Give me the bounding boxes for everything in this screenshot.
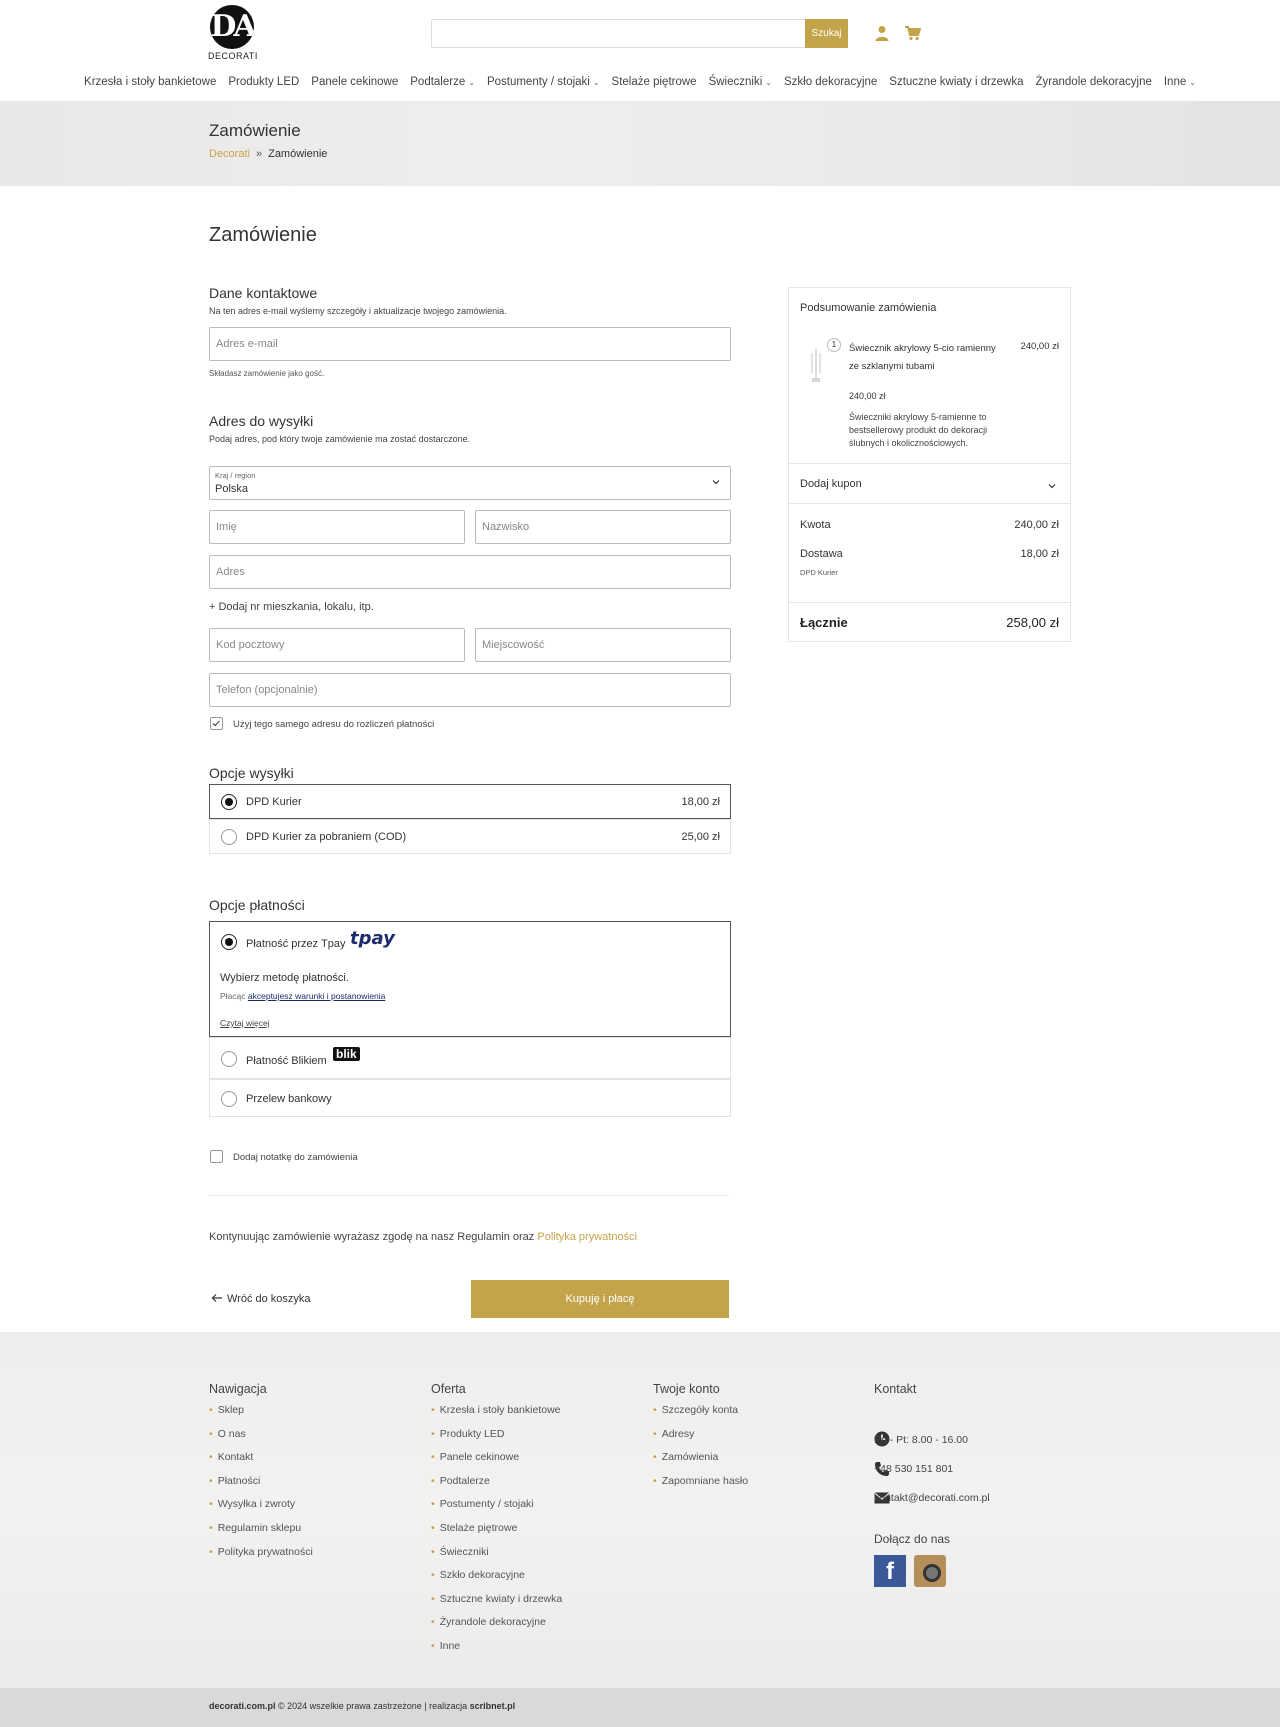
chevron-down-icon: ⌄ xyxy=(765,78,772,87)
contact-section-title: Dane kontaktowe xyxy=(209,285,318,301)
breadcrumb-current: Zamówienie xyxy=(268,148,328,160)
total-value: 258,00 zł xyxy=(1006,615,1059,630)
footer-offer-link[interactable]: • Panele cekinowe xyxy=(431,1451,562,1475)
footer-offer-link[interactable]: • Szkło dekoracyjne xyxy=(431,1569,562,1593)
cart-icon[interactable] xyxy=(905,25,921,41)
site-logo[interactable] xyxy=(208,5,256,63)
divider xyxy=(209,1195,729,1196)
blik-logo: blik xyxy=(333,1047,360,1061)
nav-item-label: Stelaże piętrowe xyxy=(611,76,697,88)
contact-email-link[interactable]: kontakt@decorati.com.pl xyxy=(874,1492,990,1504)
footer-account-link[interactable]: • Zapomniane hasło xyxy=(653,1475,748,1499)
footer-contact-column xyxy=(874,1382,916,1404)
copyright-site-link[interactable]: decorati.com.pl xyxy=(209,1701,276,1711)
same-billing-checkbox[interactable] xyxy=(210,717,223,730)
tpay-logo: tpay xyxy=(350,928,395,949)
first-name-placeholder: Imię xyxy=(216,521,237,533)
product-unit-price: 240,00 zł xyxy=(849,391,886,401)
contact-hours: Pn - Pt: 8.00 - 16.00 xyxy=(874,1434,968,1446)
country-label: Kraj / region xyxy=(215,471,256,480)
summary-divider xyxy=(789,602,1070,603)
payment-option-label: Płatność przez Tpay xyxy=(246,938,346,950)
footer-offer-link[interactable]: • Krzesła i stoły bankietowe xyxy=(431,1404,562,1428)
facebook-icon[interactable]: f xyxy=(874,1555,906,1587)
breadcrumb-separator: » xyxy=(255,148,263,160)
footer-nav-link[interactable]: • Płatności xyxy=(209,1475,313,1499)
shipping-address-title: Adres do wysyłki xyxy=(209,413,314,429)
main-nav xyxy=(0,76,1280,88)
last-name-placeholder: Nazwisko xyxy=(482,521,530,533)
add-coupon-toggle[interactable]: Dodaj kupon xyxy=(800,478,862,490)
copyright-agency-link[interactable]: scribnet.pl xyxy=(469,1701,516,1711)
back-to-cart-link[interactable] xyxy=(211,1293,311,1305)
nav-item[interactable] xyxy=(487,76,600,88)
chevron-down-icon: ⌄ xyxy=(592,78,600,87)
payment-option-tpay[interactable] xyxy=(209,921,731,1037)
footer-offer-link[interactable]: • Produkty LED xyxy=(431,1428,562,1452)
footer-offer-column xyxy=(431,1382,562,1664)
consent-text xyxy=(209,1231,637,1243)
logo-text: DECORATI xyxy=(208,51,258,61)
postal-code-placeholder: Kod pocztowy xyxy=(216,639,285,651)
footer-account-title: Twoje konto xyxy=(653,1382,720,1396)
page-banner xyxy=(0,101,1280,186)
shipping-options-title: Opcje wysyłki xyxy=(209,765,294,781)
subtotal-label: Kwota xyxy=(800,519,831,531)
tpay-read-more-link[interactable]: Czytaj więcej xyxy=(220,1018,270,1028)
footer-account-link[interactable]: • Adresy xyxy=(653,1428,748,1452)
nav-item[interactable] xyxy=(889,76,1023,88)
nav-item[interactable] xyxy=(709,76,772,88)
shipping-option-label: DPD Kurier xyxy=(246,796,302,808)
breadcrumb-home-link[interactable]: Decorati xyxy=(209,148,250,160)
payment-option-radio[interactable] xyxy=(221,1091,237,1107)
contact-phone-link[interactable]: +48 530 151 801 xyxy=(874,1463,954,1475)
same-billing-label: Użyj tego samego adresu do rozliczeń płatności xyxy=(233,719,435,730)
footer-nav-title: Nawigacja xyxy=(209,1382,267,1396)
last-name-field[interactable] xyxy=(475,510,731,544)
page-title: Zamówienie xyxy=(209,224,317,246)
footer-offer-link[interactable]: • Stelaże piętrowe xyxy=(431,1522,562,1546)
footer-offer-title: Oferta xyxy=(431,1382,466,1396)
tpay-terms-link[interactable]: akceptujesz warunki i postanowienia xyxy=(247,991,386,1001)
country-value: Polska xyxy=(215,483,249,495)
consent-body: Kontynuując zamówienie wyrażasz zgodę na nasz Regulamin oraz xyxy=(209,1231,535,1243)
shipping-method: DPD Kurier xyxy=(800,568,838,577)
nav-item-label: Świeczniki xyxy=(708,76,763,88)
nav-item[interactable] xyxy=(84,76,216,88)
city-placeholder: Miejscowość xyxy=(482,639,545,651)
copyright-bar xyxy=(0,1688,1280,1727)
nav-item[interactable] xyxy=(784,76,877,88)
nav-item-label: Inne xyxy=(1163,76,1187,88)
payment-option-blik[interactable] xyxy=(209,1037,731,1079)
footer-account-column xyxy=(653,1382,748,1498)
buy-and-pay-button[interactable]: Kupuję i płacę xyxy=(471,1280,729,1318)
checkmark-icon xyxy=(211,718,222,729)
copyright-text xyxy=(209,1701,515,1711)
address-field[interactable] xyxy=(209,555,731,589)
shipping-option-dpd[interactable] xyxy=(209,784,731,819)
nav-item-label: Postumenty / stojaki xyxy=(486,76,590,88)
footer-offer-link[interactable]: • Świeczniki xyxy=(431,1546,562,1570)
total-label: Łącznie xyxy=(800,615,848,630)
search-bar xyxy=(431,19,848,48)
logo-mark: DA xyxy=(210,5,254,49)
payment-option-radio[interactable] xyxy=(221,934,237,950)
footer-nav-link[interactable]: • Kontakt xyxy=(209,1451,313,1475)
arrow-left-icon xyxy=(211,1293,223,1303)
phone-field[interactable] xyxy=(209,673,731,707)
product-thumbnail xyxy=(809,345,823,383)
footer-nav-link[interactable]: • Sklep xyxy=(209,1404,313,1428)
product-price: 240,00 zł xyxy=(1020,341,1059,352)
shipping-option-price: 18,00 zł xyxy=(681,796,720,808)
footer-offer-link[interactable]: • Podtalerze xyxy=(431,1475,562,1499)
chevron-down-icon: ⌄ xyxy=(468,78,475,87)
email-field[interactable] xyxy=(209,327,731,361)
shipping-option-label: DPD Kurier za pobraniem (COD) xyxy=(246,831,407,843)
phone-placeholder: Telefon (opcjonalnie) xyxy=(216,684,318,696)
product-description: Świeczniki akrylowy 5-ramienne to bestsellerowy produkt do dekoracji ślubnych i okolicznościowych. xyxy=(849,412,988,448)
postal-code-field[interactable] xyxy=(209,628,465,662)
shipping-option-radio[interactable] xyxy=(221,794,237,810)
footer-offer-link[interactable]: • Inne xyxy=(431,1640,562,1664)
footer-offer-link[interactable]: • Żyrandole dekoracyjne xyxy=(431,1616,562,1640)
subtotal-value: 240,00 zł xyxy=(1014,519,1059,531)
add-apartment-link[interactable]: + Dodaj nr mieszkania, lokalu, itp. xyxy=(209,601,374,613)
nav-item[interactable] xyxy=(410,76,475,88)
shipping-address-desc: Podaj adres, pod który twoje zamówienie ma zostać dostarczone. xyxy=(209,434,471,444)
order-note-checkbox[interactable] xyxy=(210,1150,223,1163)
chevron-down-icon xyxy=(712,478,720,486)
back-to-cart-label: Wróć do koszyka xyxy=(227,1293,311,1305)
site-header xyxy=(0,0,1280,100)
footer-nav-link[interactable]: • Polityka prywatności xyxy=(209,1546,313,1570)
tpay-choose-text: Wybierz metodę płatności. xyxy=(220,972,349,984)
search-input[interactable] xyxy=(432,20,806,47)
nav-item[interactable] xyxy=(311,76,398,88)
chevron-down-icon: ⌄ xyxy=(1189,78,1196,87)
shipping-option-dpd-cod[interactable] xyxy=(209,819,731,854)
breadcrumb xyxy=(209,148,327,160)
nav-item-label: Sztuczne kwiaty i drzewka xyxy=(889,76,1024,88)
nav-item-label: Krzesła i stoły bankietowe xyxy=(84,76,217,88)
payment-option-label: Płatność Blikiem xyxy=(246,1055,327,1067)
instagram-icon[interactable] xyxy=(914,1555,946,1587)
nav-item-label: Żyrandole dekoracyjne xyxy=(1035,76,1152,88)
email-placeholder: Adres e-mail xyxy=(216,338,278,350)
privacy-policy-link[interactable]: Polityka prywatności xyxy=(537,1231,638,1243)
address-placeholder: Adres xyxy=(216,566,245,578)
nav-item[interactable] xyxy=(228,76,299,88)
social-title: Dołącz do nas xyxy=(874,1532,951,1546)
first-name-field[interactable] xyxy=(209,510,465,544)
user-account-icon[interactable] xyxy=(874,25,890,41)
footer-offer-link[interactable]: • Sztuczne kwiaty i drzewka xyxy=(431,1593,562,1617)
payment-option-radio[interactable] xyxy=(221,1051,237,1067)
summary-divider xyxy=(789,463,1070,464)
site-footer xyxy=(0,1332,1280,1688)
nav-item-label: Szkło dekoracyjne xyxy=(783,76,878,88)
nav-item[interactable] xyxy=(1036,76,1152,88)
order-note-label: Dodaj notatkę do zamówienia xyxy=(233,1152,358,1163)
nav-item-label: Produkty LED xyxy=(228,76,300,88)
product-quantity-badge: 1 xyxy=(827,338,841,352)
footer-nav-link[interactable]: • O nas xyxy=(209,1428,313,1452)
shipping-label: Dostawa xyxy=(800,548,843,560)
footer-nav-column xyxy=(209,1382,313,1569)
copyright-body: © 2024 wszelkie prawa zastrzeżone | realizacja xyxy=(278,1701,468,1711)
guest-note: Składasz zamówienie jako gość. xyxy=(209,369,325,378)
country-select[interactable] xyxy=(209,466,731,500)
summary-divider xyxy=(789,503,1070,504)
city-field[interactable] xyxy=(475,628,731,662)
order-summary-title: Podsumowanie zamówienia xyxy=(800,302,937,314)
product-name: Świecznik akrylowy 5-cio ramienny ze szklanymi tubami xyxy=(849,343,996,372)
nav-item[interactable] xyxy=(1164,76,1196,88)
order-summary xyxy=(788,287,1071,642)
payment-options-title: Opcje płatności xyxy=(209,897,305,913)
footer-nav-link[interactable]: • Regulamin sklepu xyxy=(209,1522,313,1546)
payment-option-transfer[interactable] xyxy=(209,1079,731,1117)
tpay-terms-prefix: Płacąc xyxy=(220,991,246,1001)
shipping-option-radio[interactable] xyxy=(221,829,237,845)
footer-contact-title: Kontakt xyxy=(874,1382,917,1396)
contact-section-desc: Na ten adres e-mail wyślemy szczegóły i aktualizacje twojego zamówienia. xyxy=(209,306,507,316)
shipping-value: 18,00 zł xyxy=(1020,548,1059,560)
payment-option-label: Przelew bankowy xyxy=(246,1093,332,1105)
shipping-option-price: 25,00 zł xyxy=(681,831,720,843)
search-button[interactable]: Szukaj xyxy=(805,19,848,48)
footer-nav-link[interactable]: • Wysyłka i zwroty xyxy=(209,1498,313,1522)
chevron-down-icon[interactable] xyxy=(1048,482,1056,490)
nav-item-label: Panele cekinowe xyxy=(311,76,399,88)
nav-item-label: Podtalerze xyxy=(410,76,466,88)
nav-item[interactable] xyxy=(612,76,697,88)
footer-account-link[interactable]: • Szczegóły konta xyxy=(653,1404,748,1428)
banner-title: Zamówienie xyxy=(209,121,301,140)
footer-offer-link[interactable]: • Postumenty / stojaki xyxy=(431,1498,562,1522)
tpay-terms xyxy=(220,991,385,1001)
footer-account-link[interactable]: • Zamówienia xyxy=(653,1451,748,1475)
